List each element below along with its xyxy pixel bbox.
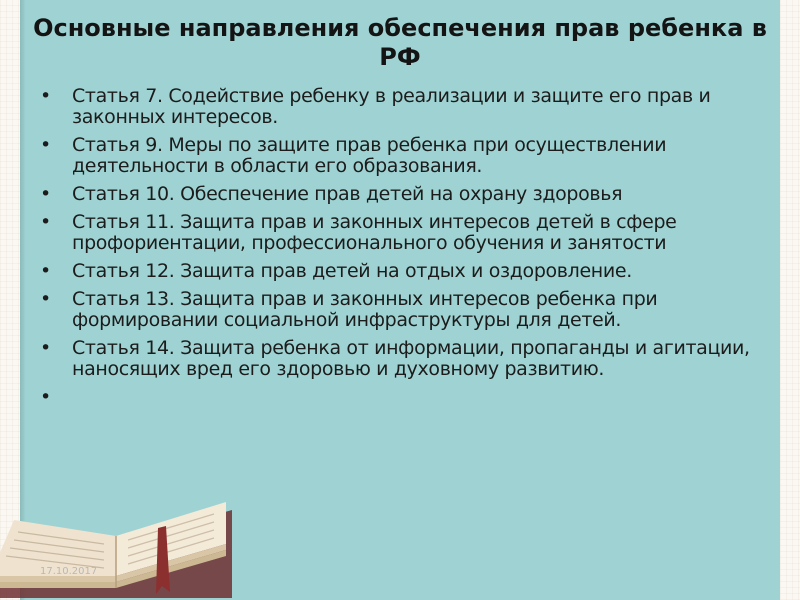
- article-9-text: Статья 9. Меры по защите прав ребенка при осуществлении деятельности в области его образования.: [72, 134, 667, 177]
- slide-title: Основные направления обеспечения прав ребенка в РФ: [33, 14, 767, 71]
- bullet: •: [40, 85, 52, 107]
- article-14-text: Статья 14. Защита ребенка от информации, пропаганды и агитации, наносящих вред его здоровью и духовному развитию.: [72, 337, 750, 380]
- bullet: •: [40, 183, 52, 205]
- bullet: •: [40, 211, 52, 233]
- list-item-empty: [40, 387, 762, 408]
- bullet: •: [40, 260, 52, 282]
- open-book-icon: [0, 480, 260, 600]
- article-7-text: Статья 7. Содействие ребенку в реализации и защите его прав и законных интересов.: [72, 85, 711, 128]
- article-list: [40, 86, 762, 415]
- bullet: •: [40, 288, 52, 310]
- article-12-text: Статья 12. Защита прав детей на отдых и оздоровление.: [72, 260, 632, 282]
- list-item: [40, 289, 762, 331]
- article-10-text: Статья 10. Обеспечение прав детей на охрану здоровья: [72, 183, 623, 205]
- bullet: •: [40, 134, 52, 156]
- article-11-text: Статья 11. Защита прав и законных интересов детей в сфере профориентации, профессионального обучения и занятости: [72, 211, 677, 254]
- list-item: [40, 184, 762, 205]
- bullet: •: [40, 337, 52, 359]
- article-13-text: Статья 13. Защита прав и законных интересов ребенка при формировании социальной инфраструктуры для детей.: [72, 288, 658, 331]
- bullet: •: [40, 386, 52, 408]
- list-item: [40, 212, 762, 254]
- list-item: [40, 135, 762, 177]
- date-stamp: 17.10.2017: [40, 566, 98, 577]
- list-item: [40, 86, 762, 128]
- list-item: [40, 338, 762, 380]
- list-item: [40, 261, 762, 282]
